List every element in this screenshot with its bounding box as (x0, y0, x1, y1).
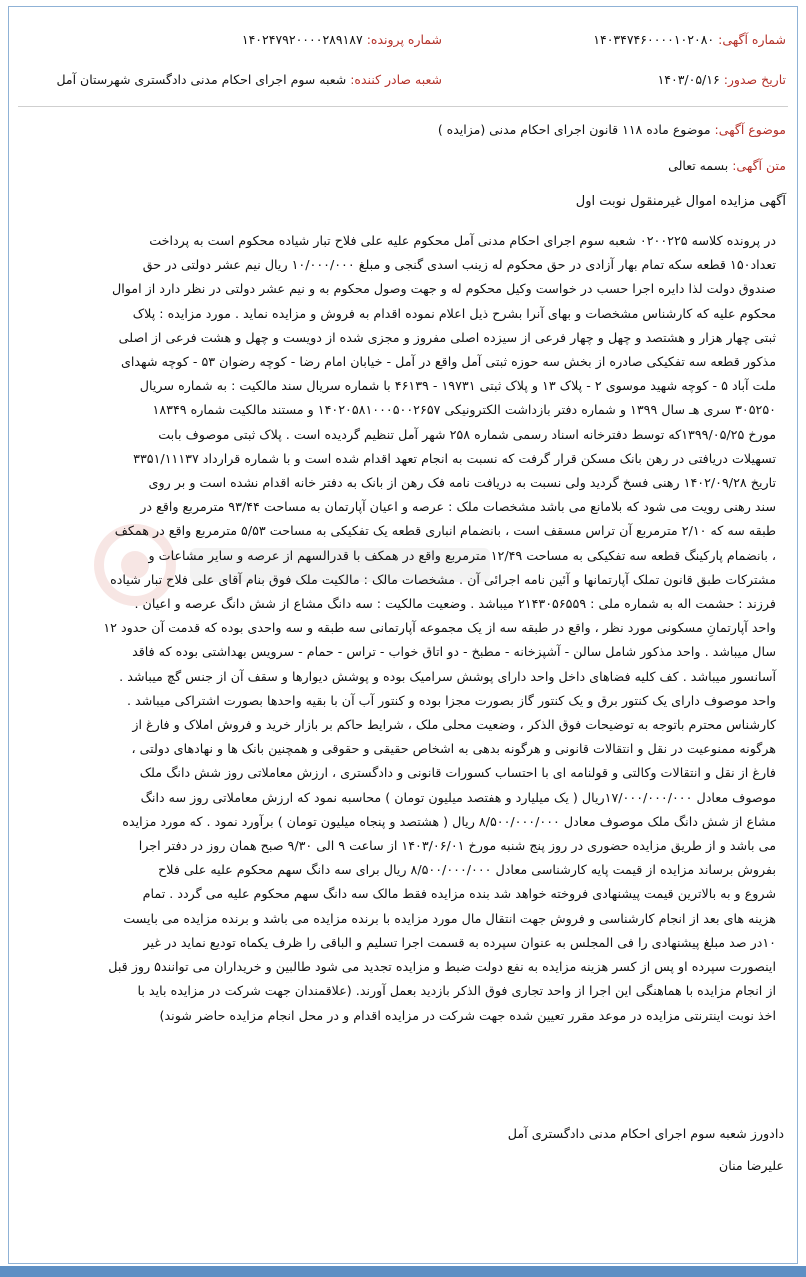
issue-date: ۱۴۰۳/۰۵/۱۶ (657, 72, 720, 87)
body-line: ۱۰در صد مبلغ پیشنهادی را فی المجلس به عنوان سپرده به قسمت اجرا تسلیم و الباقی را ظرف یکماه تودیع نماید در غیر (143, 934, 776, 950)
case-number-label: شماره پرونده: (366, 32, 442, 47)
ad-number-row (593, 32, 786, 47)
body-line: محکوم علیه که کارشناس مشخصات و بهای آنرا بشرح ذیل اعلام نموده اقدام به فروش و مزایده نماید . مورد مزایده : پلاک (132, 305, 776, 321)
ad-text-row (668, 158, 786, 173)
body-line: ملت آباد ۵ - کوچه شهید موسوی ۲ - پلاک ۱۳ و پلاک ثبتی ۱۹۷۳۱ - ۴۶۱۳۹ با شماره سریال سند مالکیت : به شماره سریال (139, 378, 776, 394)
header-divider (18, 106, 788, 107)
issue-date-label: تاریخ صدور: (723, 72, 786, 87)
issuer-label: شعبه صادر کننده: (350, 72, 442, 87)
body-line: اینصورت سپرده او پس از کسر هزینه مزایده به نفع دولت ضبط و مزایده تجدید می شود طالبین و خریداران می توانند۵ روز قبل (108, 959, 776, 975)
signature-name: علیرضا منان (718, 1158, 784, 1173)
body-line: سال میباشد . واحد مذکور شامل سالن - آشپزخانه - مطبخ - دو اتاق خواب - تراس - حمام - سرویس بهداشتی بوده که فاقد (132, 644, 776, 660)
body-line: تسهیلات دریافتی در رهن بانک مسکن قرار گرفت که نسبت به انجام تعهد اقدام شده است و با شماره قرارداد ۳۳۵۱/۱۱۱۳۷ (133, 450, 776, 466)
body-line: مذکور قطعه سه تفکیکی صادره از بخش سه حوزه ثبتی آمل واقع در آمل - خیابان امام رضا - کوچه رضوان ۵۳ - کوچه شهدای (120, 354, 776, 370)
body-line: فرزند : حشمت اله به شماره ملی : ۲۱۴۳۰۵۶۵۵۹ میباشد . وضعیت مالکیت : سه دانگ مشاع از شش دانگ عرصه و اعیان . (134, 596, 776, 612)
body-line: کارشناس محترم باتوجه به توضیحات فوق الذکر ، وضعیت محلی ملک ، شرایط حاکم بر بازار خرید و فروش املاک و فارغ از (132, 717, 776, 733)
body-line: در پرونده کلاسه ۰۲۰۰۲۲۵ شعبه سوم اجرای احکام مدنی آمل محکوم علیه علی فلاح تبار شیاده محکوم است به پرداخت (149, 233, 776, 248)
body-line: واحد آپارتمانِ مسکونی مورد نظر ، واقع در طبقه سه از یک مجموعه آپارتمانی سه طبقه و سه واحدی بوده که قدمت آن حدود ۱۲ (103, 620, 776, 636)
body-line: آسانسور میباشد . کف کلیه فضاهای داخل واحد دارای پوشش سرامیک بوده و پوشش دیوارها و سقف آن از جنس گچ میباشد . (119, 668, 776, 684)
ad-text-label: متن آگهی: (732, 158, 786, 173)
notice-title: آگهی مزایده اموال غیرمنقول نوبت اول (575, 194, 786, 209)
body-line: هرگونه ممنوعیت در نقل و انتقالات قانونی و هرگونه بدهی به اشخاص حقیقی و حقوقی و همچنین بانک ها و نهادهای دولتی ، (131, 741, 776, 757)
body-line: تاریخ ۱۴۰۲/۰۹/۲۸ رهنی فسخ گردید ولی نسبت به دریافت نامه فک رهن از بانک به دفتر خانه اقدام نشده است و بر روی (148, 475, 776, 491)
ad-text-value: بسمه تعالی (668, 158, 729, 173)
issuer-row (56, 72, 442, 87)
signature-title: دادورز شعبه سوم اجرای احکام مدنی دادگستری آمل (507, 1126, 784, 1141)
ad-number: ۱۴۰۳۴۷۴۶۰۰۰۰۱۰۲۰۸۰ (593, 32, 715, 47)
body-line: طبقه سه که ۲/۱۰ مترمربع آن تراس مسقف است ، بانضمام انباری قطعه یک تفکیکی به مساحت ۵/۵۳ مترمربع واقع در همکف (114, 523, 776, 539)
subject-label: موضوع آگهی: (714, 122, 786, 137)
body-line: شروع و به بالاترین قیمت پیشنهادی فروخته خواهد شد بنده مزایده فقط مالک سه دانگ سهم محکوم علیه می گردد . تمام (142, 886, 776, 902)
body-line: مشترکات طبق قانون تملک آپارتمانها و آئین نامه اجرائی آن . مشخصات مالک : مالکیت ملک فوق بنام آقای علی فلاح تبار شیاده (110, 571, 776, 587)
body-line: سند رهنی رویت می شود که بلامانع می باشد مشخصات ملک : عرصه و اعیان آپارتمان به مساحت ۹۳/۴۴ مترمربع واقع در (140, 499, 776, 515)
subject-value: موضوع ماده ۱۱۸ قانون اجرای احکام مدنی (مزایده ) (437, 122, 711, 137)
case-number-row (242, 32, 442, 47)
body-line: فارغ از نقل و انتقالات وکالتی و قولنامه ای با احتساب کسورات قانونی و دادگستری ، ارزش معاملاتی روز شش دانگ ملک (139, 765, 776, 781)
body-line: موصوف معادل ۱۷/۰۰۰/۰۰۰/۰۰۰ریال ( یک میلیارد و هفتصد میلیون تومان ) محاسبه نمود که ارزش معاملاتی روز سه دانگ (140, 789, 776, 805)
bottom-bar (0, 1266, 806, 1277)
body-line: تعداد۱۵۰ قطعه سکه تمام بهار آزادی در حق محکوم له زینب اسدی گنجی و مبلغ ۱۰/۰۰۰/۰۰۰ ریال نیم عشر دولتی در حق (142, 257, 776, 273)
body-line: ۳۰۵۲۵۰ سری هـ سال ۱۳۹۹ و شماره دفتر بازداشت الکترونیکی ۱۴۰۲۰۵۸۱۰۰۰۵۰۰۲۶۵۷ و مستند مالکیت شماره ۱۸۳۴۹ (152, 402, 776, 418)
notice-body (24, 229, 776, 1028)
body-line: صندوق دولت لذا دایره اجرا حسب در خواست وکیل محکوم له و جهت وصول محکوم به و نیم عشر دولتی در نظر دارد از اموال (112, 281, 776, 297)
body-line: بفروش برساند مزایده از قیمت پایه کارشناسی معادل ۸/۵۰۰/۰۰۰/۰۰۰ ریال برای سه دانگ سهم محکوم علیه علی فلاح (158, 862, 776, 878)
case-number: ۱۴۰۲۴۷۹۲۰۰۰۰۲۸۹۱۸۷ (241, 32, 363, 47)
issue-date-row (658, 72, 786, 87)
body-line: مورخ ۱۳۹۹/۰۵/۲۵که توسط دفترخانه اسناد رسمی شماره ۲۵۸ شهر آمل تنظیم گردیده است . پلاک ثبتی موصوف بابت (158, 426, 776, 442)
body-line: ، بانضمام پارکینگ قطعه سه تفکیکی به مساحت ۱۲/۴۹ مترمربع واقع در همکف با قدرالسهم از عرصه و سایر مشاعات و (148, 547, 776, 563)
body-line: ثبتی چهار هزار و هشتصد و چهل و چهار فرعی از سیزده اصلی مفروز و مجزی شده از دویست و چهل و هشت فرعی از اصلی (118, 329, 776, 345)
body-line: اخذ نوبت اینترنتی مزایده در موعد مقرر تعیین شده جهت شرکت در مزایده اقدام و در محل انجام مزایده حاضر شوند) (159, 1007, 776, 1023)
body-line: هزینه های بعد از انجام کارشناسی و فروش جهت انتقال مال مورد مزایده با برنده مزایده می باشد و برنده مزایده می بایست (123, 910, 776, 926)
subject-row (438, 122, 786, 137)
body-line: مشاع از شش دانگ ملک موصوف معادل ۸/۵۰۰/۰۰۰/۰۰۰ ریال ( هشتصد و پنجاه میلیون تومان ) برآورد نمود . که مورد مزایده (122, 813, 776, 829)
body-line: می باشد و از طریق مزایده حضوری در روز پنج شنبه مورخ ۱۴۰۳/۰۶/۰۱ از ساعت ۹ الی ۹/۳۰ صبح همان روز در دفتر اجرا (138, 838, 776, 854)
issuer: شعبه سوم اجرای احکام مدنی دادگستری شهرستان آمل (56, 72, 347, 87)
ad-number-label: شماره آگهی: (718, 32, 786, 47)
body-line: واحد موصوف دارای یک کنتور برق و یک کنتور گاز بصورت مجزا بوده و کنتور آب آن با بقیه واحدها بصورت اشتراکی میباشد . (126, 692, 776, 708)
body-line: از انجام مزایده با هماهنگی این اجرا از واحد تجاری فوق الذکر بازدید بعمل آورند. (علاقمندان جهت شرکت در مزایده باید با (137, 983, 776, 999)
